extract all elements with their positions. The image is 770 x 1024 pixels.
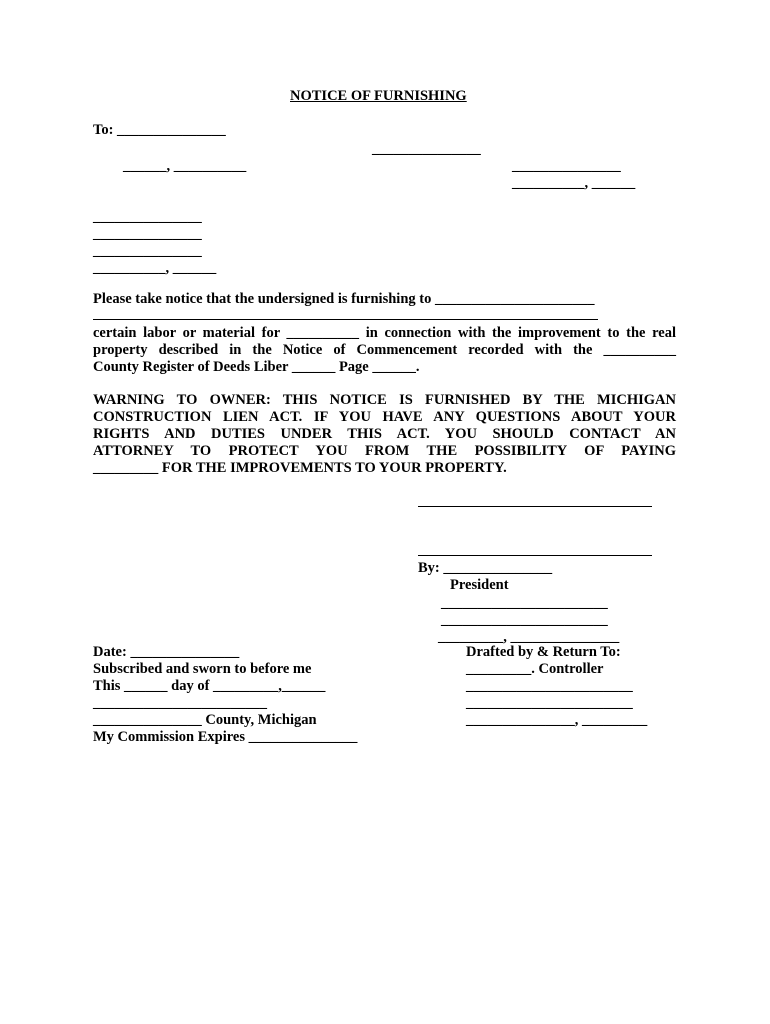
subscribed-line: Subscribed and sworn to before me <box>93 661 312 677</box>
president-label: President <box>450 577 509 593</box>
address-block-line: __________, ______ <box>93 260 217 276</box>
notice-blank-rule <box>93 319 598 320</box>
notice-line-5: County Register of Deeds Liber ______ Page ______. <box>93 359 420 375</box>
drafted-address-line: _______________________ <box>466 695 633 711</box>
warning-line: _________ FOR THE IMPROVEMENTS TO YOUR PROPERTY. <box>93 460 507 476</box>
by-line: By: _______________ <box>418 560 553 576</box>
notary-signature-line: ________________________ <box>93 695 267 711</box>
controller-line: _________. Controller <box>466 661 604 677</box>
drafted-by-heading: Drafted by & Return To: <box>466 644 621 660</box>
address-left-city-line: ______, __________ <box>123 158 247 174</box>
signer-address-line: _______________________ <box>441 612 608 628</box>
warning-line: ATTORNEY TO PROTECT YOU FROM THE POSSIBILITY OF PAYING <box>93 443 676 459</box>
notice-line-3: certain labor or material for __________ in connection with the improvement to the real <box>93 325 676 341</box>
address-block-line: _______________ <box>93 226 202 242</box>
date-line: Date: _______________ <box>93 644 240 660</box>
commission-expires-line: My Commission Expires _______________ <box>93 729 358 745</box>
notice-line-4: property described in the Notice of Commencement recorded with the __________ <box>93 342 676 358</box>
county-line: _______________ County, Michigan <box>93 712 317 728</box>
address-center-line: _______________ <box>372 141 481 157</box>
to-line: To: _______________ <box>93 122 226 138</box>
signer-signature-rule <box>418 555 652 556</box>
drafted-address-line: _______________________ <box>466 678 633 694</box>
notice-line-1: Please take notice that the undersigned is furnishing to ______________________ <box>93 291 595 307</box>
this-day-line: This ______ day of _________,______ <box>93 678 326 694</box>
warning-line: CONSTRUCTION LIEN ACT. IF YOU HAVE ANY QUESTIONS ABOUT YOUR <box>93 409 676 425</box>
company-signature-rule <box>418 506 652 507</box>
address-right-line-1: _______________ <box>512 158 621 174</box>
signer-address-line: _________, _______________ <box>438 629 620 645</box>
document-title: NOTICE OF FURNISHING <box>290 88 467 104</box>
drafted-address-line: _______________, _________ <box>466 712 648 728</box>
signer-address-line: _______________________ <box>441 595 608 611</box>
address-block-line: _______________ <box>93 209 202 225</box>
warning-line: WARNING TO OWNER: THIS NOTICE IS FURNISHED BY THE MICHIGAN <box>93 392 676 408</box>
warning-line: RIGHTS AND DUTIES UNDER THIS ACT. YOU SHOULD CONTACT AN <box>93 426 676 442</box>
address-right-line-2: __________, ______ <box>512 175 636 191</box>
address-block-line: _______________ <box>93 243 202 259</box>
